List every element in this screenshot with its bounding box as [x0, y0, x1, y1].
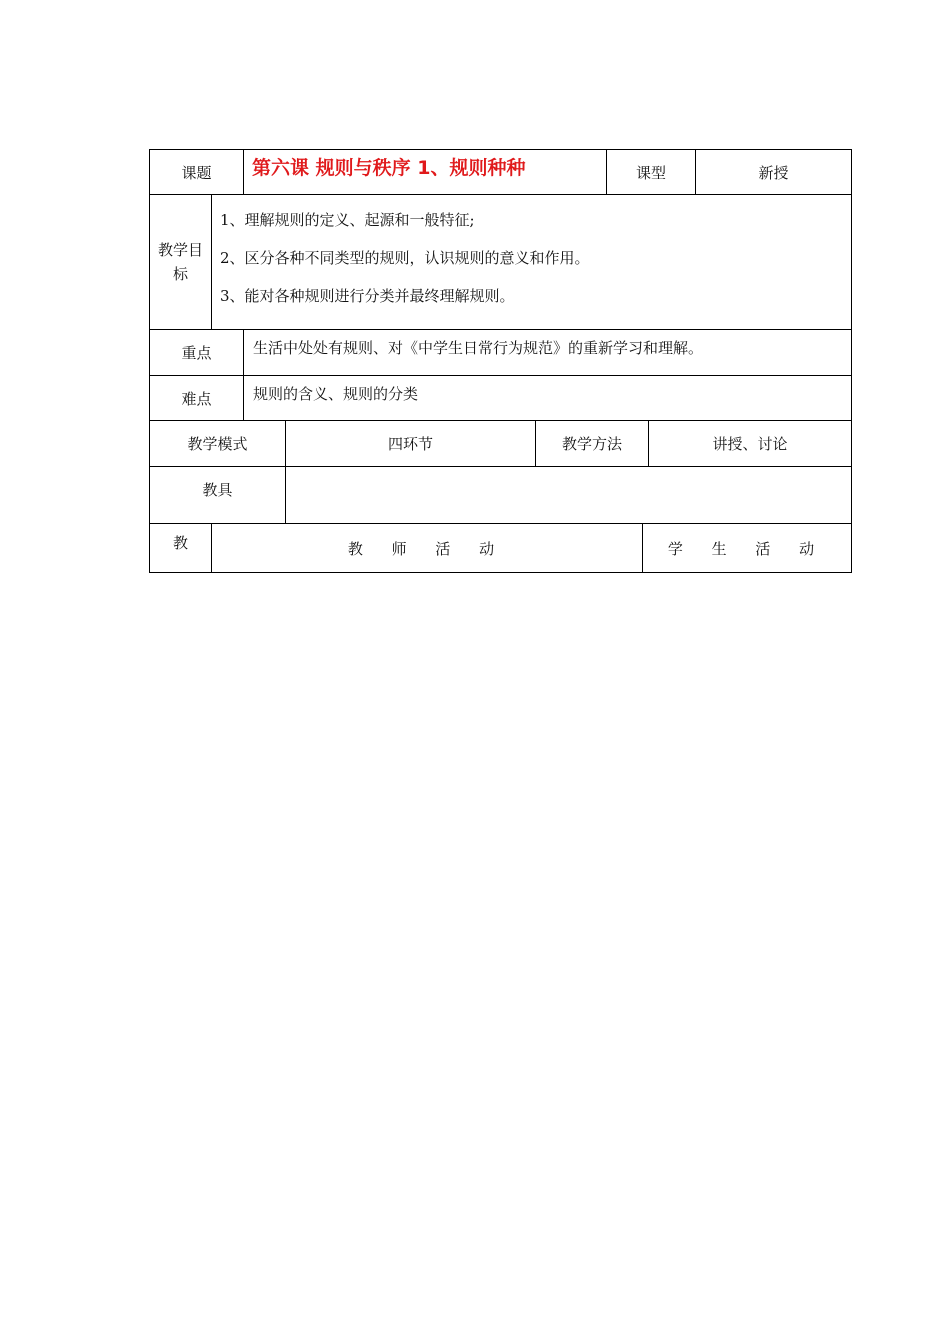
topic-label: 课题 — [181, 163, 212, 182]
lesson-title: 第六课 规则与秩序 1、规则种种 — [243, 150, 606, 194]
tools-row — [149, 467, 852, 524]
key-point-value: 生活中处处有规则、对《中学生日常行为规范》的重新学习和理解。 — [243, 330, 851, 375]
objectives-row — [149, 195, 852, 330]
topic-row — [149, 149, 852, 195]
objectives-label-line2: 标 — [172, 265, 188, 283]
objectives-label-line1: 教学目 — [157, 241, 203, 259]
method-value: 讲授、讨论 — [648, 421, 851, 466]
tools-label: 教具 — [202, 481, 233, 499]
difficulty-value: 规则的含义、规则的分类 — [243, 376, 851, 420]
student-activity-header: 学 生 活 动 — [642, 524, 851, 572]
objectives-label — [150, 195, 211, 329]
lesson-plan-table — [149, 149, 852, 573]
type-value: 新授 — [695, 150, 851, 194]
difficulty-label: 难点 — [181, 389, 212, 408]
method-label: 教学方法 — [535, 421, 648, 466]
teacher-activity-header: 教 师 活 动 — [211, 524, 642, 572]
tools-value — [285, 467, 851, 523]
mode-row — [149, 421, 852, 467]
objective-item: 2、区分各种不同类型的规则，认识规则的意义和作用。 — [220, 249, 590, 267]
objective-item: 3、能对各种规则进行分类并最终理解规则。 — [220, 287, 515, 305]
key-point-label: 重点 — [181, 344, 212, 362]
activities-row — [149, 524, 852, 573]
difficulty-row — [149, 376, 852, 421]
key-point-row — [149, 330, 852, 376]
mode-label: 教学模式 — [187, 435, 248, 453]
objectives-list — [211, 195, 851, 329]
mode-value: 四环节 — [285, 421, 535, 466]
objective-item: 1、理解规则的定义、起源和一般特征; — [220, 211, 475, 229]
activities-label: 教 — [172, 534, 188, 552]
type-label: 课型 — [606, 150, 695, 194]
